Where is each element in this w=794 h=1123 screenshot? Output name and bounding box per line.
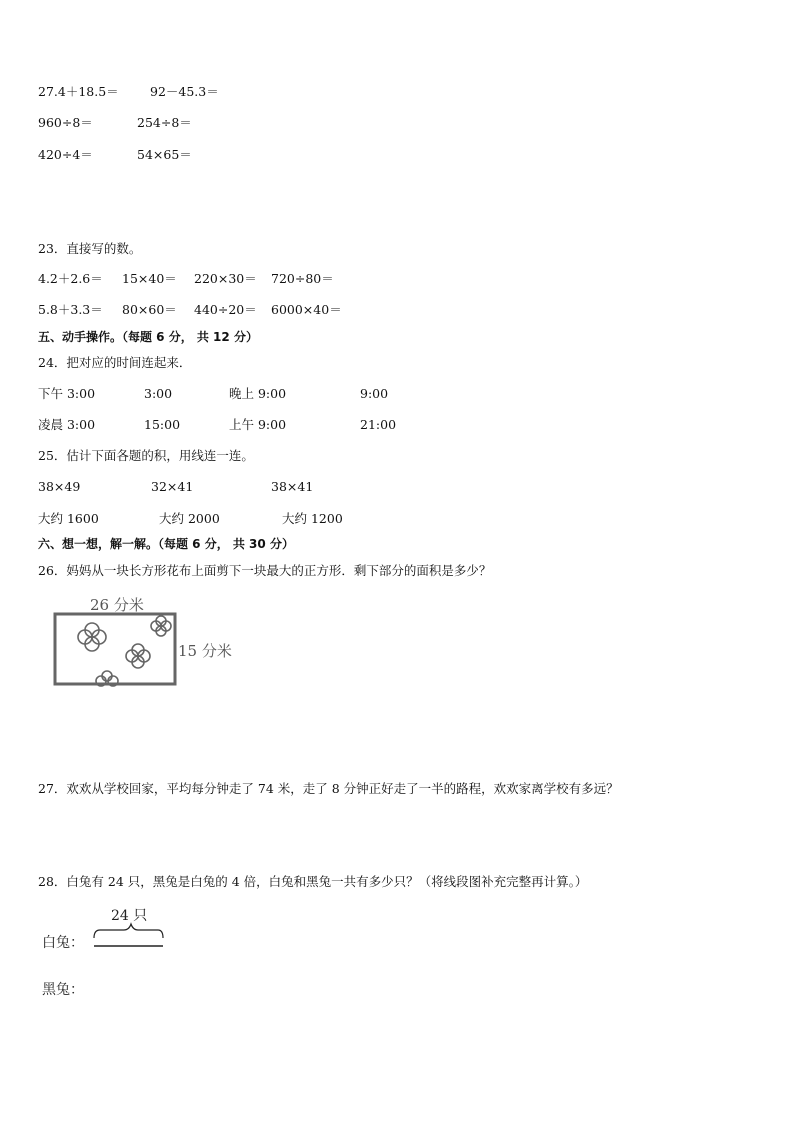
q24-r2-c2: 15:00 [144,417,181,432]
q24-r2-c4: 21:00 [360,417,397,432]
calc-r3-c1: 420÷4＝ [38,147,93,162]
q23-r1-c1: 4.2＋2.6＝ [38,271,103,286]
calc-r2-c1: 960÷8＝ [38,115,93,130]
cloth-figure [40,590,250,690]
q23-r2-c1: 5.8＋3.3＝ [38,302,103,317]
q25-r2-c1: 大约 1600 [38,511,99,526]
height-label: 15 分米 [178,642,232,660]
q23-title: 23．直接写的数。 [38,241,142,256]
q24-r2-c3: 上午 9:00 [229,417,287,432]
calc-r1-c2: 92－45.3＝ [150,84,219,99]
q25-r1-c2: 32×41 [151,479,194,494]
calc-r3-c2: 54×65＝ [137,147,192,162]
black-rabbit-label: 黑兔： [42,982,84,998]
section-5-heading: 五、动手操作。（每题 6 分， 共 12 分） [38,330,258,344]
white-rabbit-label: 白兔： [42,935,84,951]
q23-r2-c2: 80×60＝ [122,302,177,317]
brace-mark [94,924,163,938]
q27-title: 27．欢欢从学校回家，平均每分钟走了 74 米，走了 8 分钟正好走了一半的路程，欢欢家离学校有多远？ [38,781,619,796]
q24-r1-c1: 下午 3:00 [38,386,96,401]
width-label: 26 分米 [90,596,144,614]
q26-title: 26．妈妈从一块长方形花布上面剪下一块最大的正方形．剩下部分的面积是多少？ [38,563,492,578]
q24-r2-c1: 凌晨 3:00 [38,417,96,432]
section-6-heading: 六、想一想，解一解。（每题 6 分， 共 30 分） [38,537,294,551]
q25-r2-c3: 大约 1200 [282,511,343,526]
q25-title: 25．估计下面各题的积，用线连一连。 [38,448,254,463]
q23-r1-c3: 220×30＝ [194,271,257,286]
q25-r2-c2: 大约 2000 [159,511,220,526]
q23-r1-c2: 15×40＝ [122,271,177,286]
q25-r1-c3: 38×41 [271,479,314,494]
q23-r1-c4: 720÷80＝ [271,271,334,286]
q23-r2-c3: 440÷20＝ [194,302,257,317]
brace-label: 24 只 [111,908,148,924]
q24-r1-c4: 9:00 [360,386,389,401]
q24-title: 24．把对应的时间连起来． [38,355,192,370]
segment-diagram [36,898,236,1008]
q24-r1-c2: 3:00 [144,386,173,401]
calc-r2-c2: 254÷8＝ [137,115,192,130]
q25-r1-c1: 38×49 [38,479,81,494]
q28-title: 28．白兔有 24 只，黑兔是白兔的 4 倍，白兔和黑兔一共有多少只？（将线段图补充完整再计算。） [38,874,588,889]
q24-r1-c3: 晚上 9:00 [229,386,287,401]
calc-r1-c1: 27.4＋18.5＝ [38,84,119,99]
q23-r2-c4: 6000×40＝ [271,302,342,317]
